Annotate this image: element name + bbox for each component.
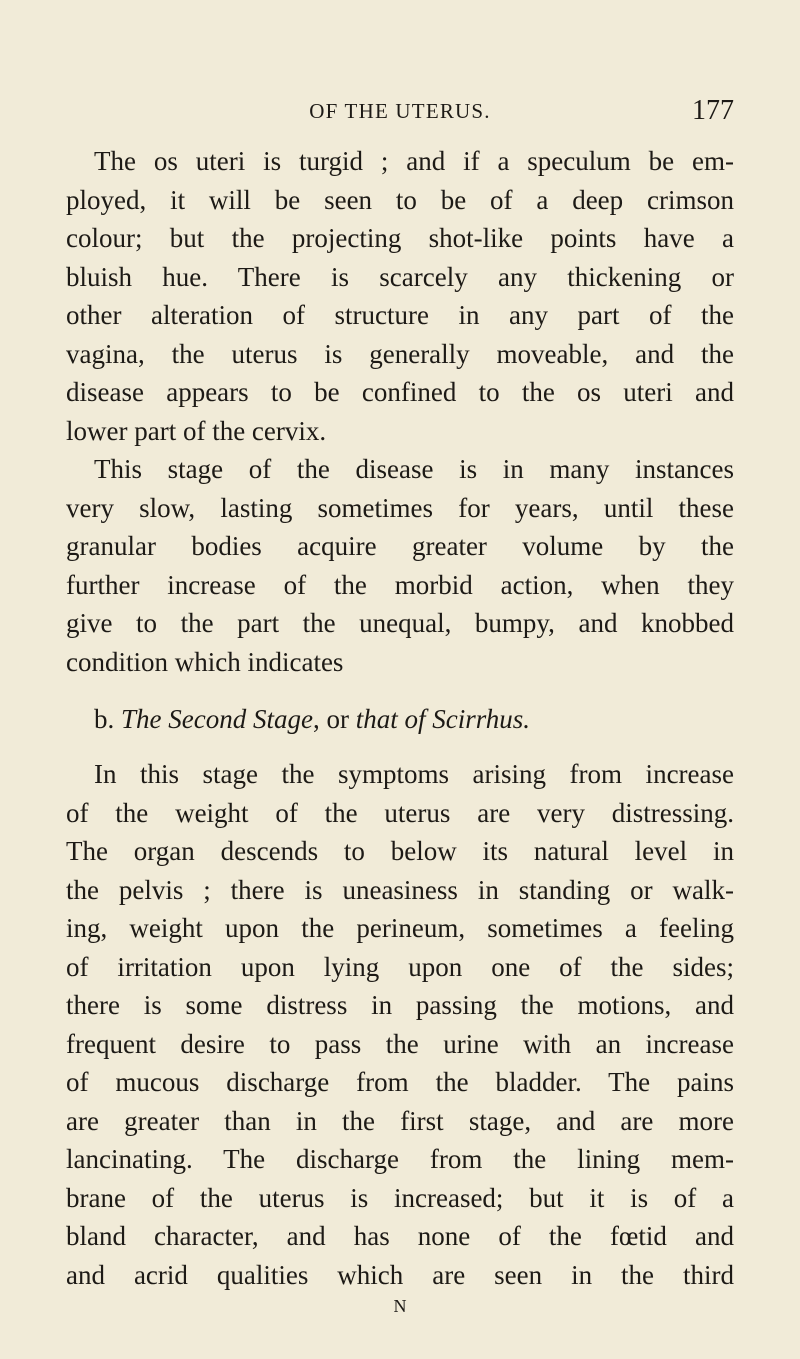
section-heading-title: The Second Stage bbox=[121, 704, 313, 734]
text-line: other alteration of structure in any part of the bbox=[66, 300, 734, 330]
text-line: further increase of the morbid action, when they bbox=[66, 569, 734, 600]
text-line: colour; but the projecting shot-like points have a bbox=[66, 223, 734, 253]
paragraph-1 bbox=[66, 142, 734, 450]
text-line: the pelvis ; there is uneasiness in standing or walk- bbox=[66, 874, 734, 905]
text-line: there is some distress in passing the motions, and bbox=[66, 990, 734, 1020]
section-heading-prefix: b. bbox=[94, 704, 115, 734]
section-heading-middle: , or bbox=[312, 704, 356, 734]
signature-mark: N bbox=[393, 1296, 407, 1316]
text-line: ing, weight upon the perineum, sometimes a feeling bbox=[66, 913, 734, 943]
text-line: of irritation upon lying upon one of the sides; bbox=[66, 951, 734, 982]
text-line: granular bodies acquire greater volume by the bbox=[66, 531, 734, 561]
text-line: of mucous discharge from the bladder. The pains bbox=[66, 1067, 734, 1097]
text-line: of the weight of the uterus are very distressing. bbox=[66, 797, 734, 828]
text-line: The os uteri is turgid ; and if a speculum be em- bbox=[94, 146, 734, 176]
text-line: disease appears to be confined to the os uteri and bbox=[66, 377, 734, 407]
spacer bbox=[66, 739, 734, 755]
text-line: vagina, the uterus is generally moveable, and the bbox=[66, 338, 734, 369]
text-line: bluish hue. There is scarcely any thickening or bbox=[66, 261, 734, 292]
paragraph-2 bbox=[66, 450, 734, 681]
text-line: frequent desire to pass the urine with an increase bbox=[66, 1028, 734, 1059]
page-number: 177 bbox=[692, 95, 734, 126]
spacer bbox=[66, 681, 734, 699]
section-heading-subtitle: that of Scirrhus. bbox=[355, 704, 530, 734]
text-line: ployed, it will be seen to be of a deep crimson bbox=[66, 184, 734, 215]
page-header bbox=[66, 95, 734, 135]
text-line: are greater than in the first stage, and are more bbox=[66, 1105, 734, 1136]
text-line: The organ descends to below its natural level in bbox=[66, 836, 734, 866]
text-line: lower part of the cervix. bbox=[66, 415, 327, 446]
text-line: and acrid qualities which are seen in the third bbox=[66, 1259, 734, 1290]
text-line: very slow, lasting sometimes for years, until these bbox=[66, 492, 734, 523]
text-line: lancinating. The discharge from the lining mem- bbox=[66, 1144, 734, 1174]
text-line: condition which indicates bbox=[66, 646, 344, 677]
text-line: This stage of the disease is in many instances bbox=[94, 454, 734, 484]
text-line: give to the part the unequal, bumpy, and knobbed bbox=[66, 608, 734, 638]
paragraph-3 bbox=[66, 755, 734, 1294]
text-line: brane of the uterus is increased; but it is of a bbox=[66, 1182, 734, 1213]
section-heading bbox=[66, 699, 734, 739]
running-head: OF THE UTERUS. bbox=[309, 99, 491, 123]
text-line: In this stage the symptoms arising from increase bbox=[94, 759, 734, 789]
text-line: bland character, and has none of the fœtid and bbox=[66, 1221, 734, 1251]
body-text bbox=[66, 142, 734, 1294]
